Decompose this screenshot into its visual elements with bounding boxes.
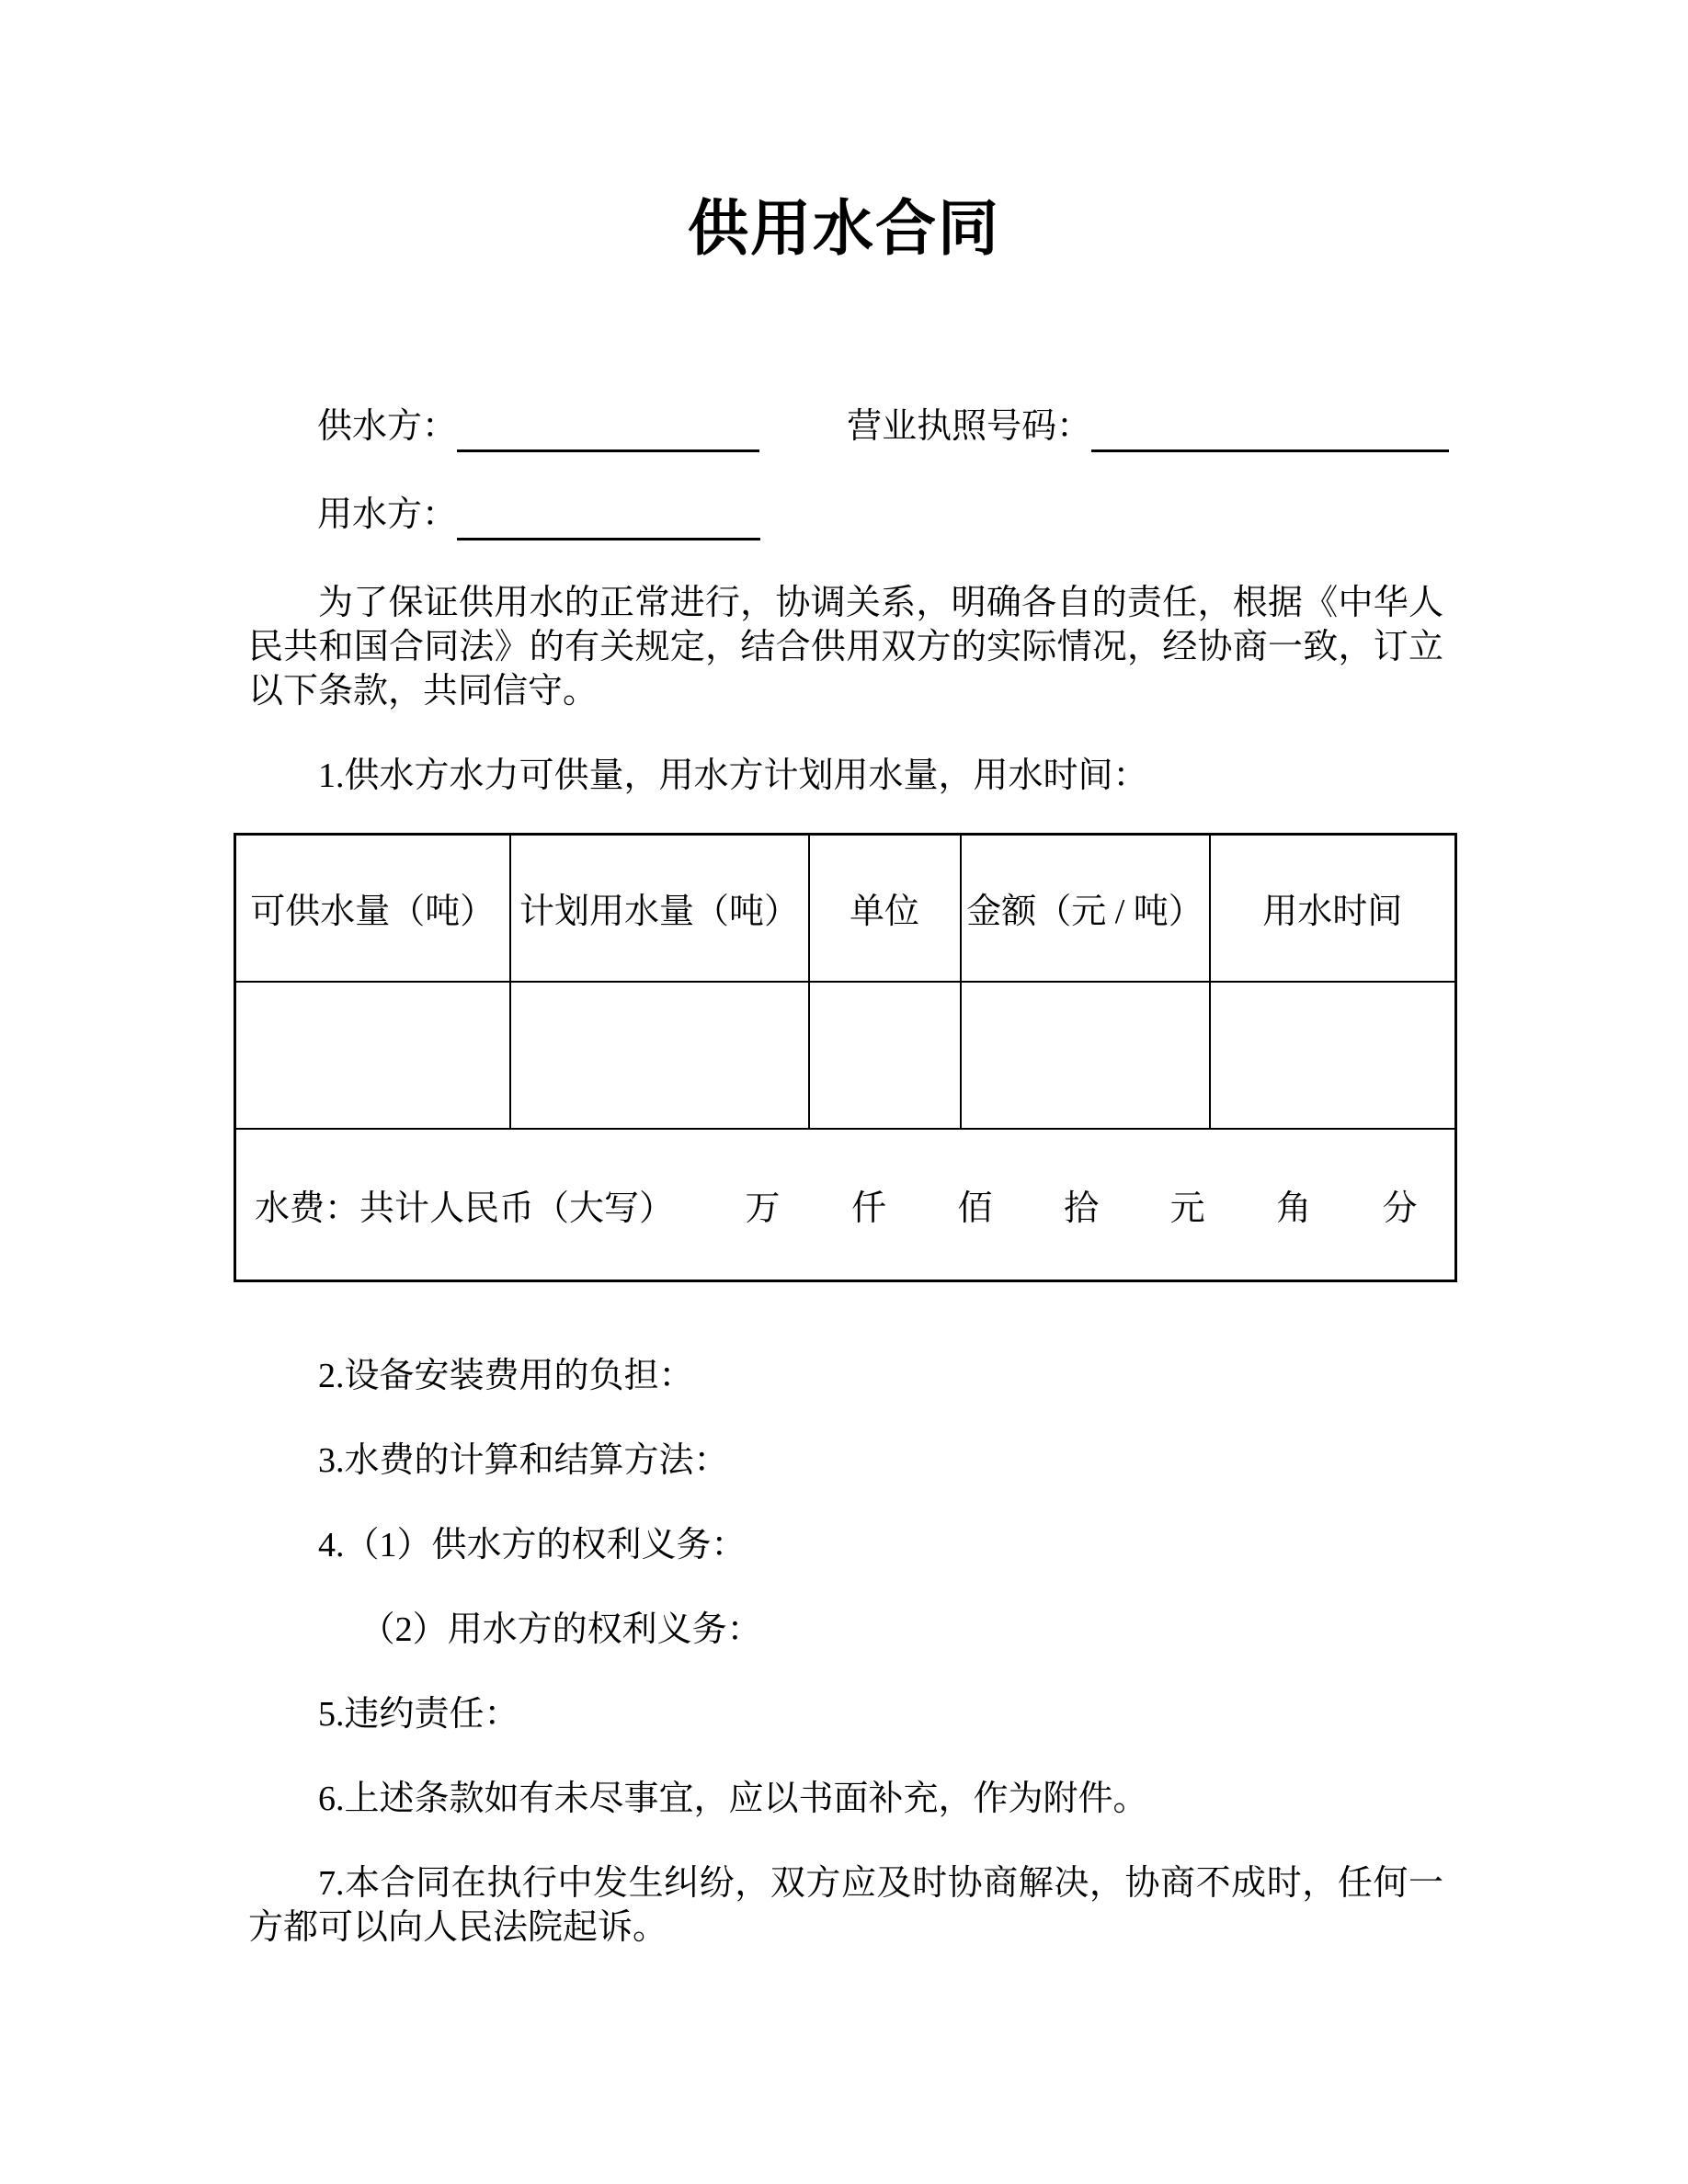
fee-unit-bai: 佰 bbox=[957, 1189, 993, 1228]
header-cell-usage-time: 用水时间 bbox=[1210, 835, 1456, 982]
clause-4-sub1: 4.（1）供水方的权利义务： bbox=[318, 1526, 747, 1564]
fee-cell bbox=[235, 1129, 1456, 1281]
supplier-field-blank[interactable] bbox=[457, 410, 759, 452]
license-field-label: 营业执照号码： bbox=[847, 407, 1092, 446]
header-cell-unit: 单位 bbox=[809, 835, 961, 982]
user-field-label: 用水方： bbox=[317, 495, 458, 534]
table-header-row bbox=[235, 835, 1456, 982]
fee-unit-fen: 分 bbox=[1382, 1189, 1418, 1228]
blank-cell-amount[interactable] bbox=[961, 982, 1210, 1129]
table-blank-row bbox=[235, 982, 1456, 1129]
supplier-license-row bbox=[317, 401, 1449, 452]
fee-unit-qian: 仟 bbox=[851, 1189, 887, 1228]
blank-cell-unit[interactable] bbox=[809, 982, 961, 1129]
fee-unit-yuan: 元 bbox=[1169, 1189, 1205, 1228]
header-cell-planned-usage: 计划用水量（吨） bbox=[510, 835, 809, 982]
header-cell-amount: 金额（元 / 吨） bbox=[961, 835, 1210, 982]
water-supply-table bbox=[234, 833, 1457, 1282]
page-title: 供用水合同 bbox=[688, 194, 1000, 262]
user-field-blank[interactable] bbox=[457, 498, 760, 540]
user-row bbox=[317, 489, 1449, 540]
clause-6: 6.上述条款如有未尽事宜，应以书面补充，作为附件。 bbox=[318, 1780, 1148, 1818]
blank-cell-available-supply[interactable] bbox=[235, 982, 510, 1129]
supplier-field-label: 供水方： bbox=[317, 407, 458, 446]
intro-paragraph: 为了保证供用水的正常进行，协调关系，明确各自的责任，根据《中华人民共和国合同法》的有关规定，结合供用双方的实际情况，经协商一致，订立以下条款，共同信守。 bbox=[248, 584, 1443, 711]
clause-3: 3.水费的计算和结算方法： bbox=[318, 1441, 729, 1480]
license-field-blank[interactable] bbox=[1091, 410, 1449, 452]
clause-1-heading: 1.供水方水力可供量，用水方计划用水量，用水时间： bbox=[318, 756, 1148, 795]
clause-4-sub2: （2）用水方的权利义务： bbox=[359, 1610, 762, 1649]
fee-unit-jiao: 角 bbox=[1276, 1189, 1312, 1228]
blank-cell-planned-usage[interactable] bbox=[510, 982, 809, 1129]
blank-cell-usage-time[interactable] bbox=[1210, 982, 1456, 1129]
header-cell-available-supply: 可供水量（吨） bbox=[235, 835, 510, 982]
clause-7: 7.本合同在执行中发生纠纷，双方应及时协商解决，协商不成时，任何一方都可以向人民法院起诉。 bbox=[248, 1864, 1443, 1947]
clause-2: 2.设备安装费用的负担： bbox=[318, 1357, 694, 1395]
fee-unit-shi: 拾 bbox=[1064, 1189, 1100, 1228]
fee-label: 水费：共计人民币（大写） bbox=[255, 1189, 675, 1228]
clause-5: 5.违约责任： bbox=[318, 1695, 519, 1734]
fee-row bbox=[235, 1129, 1456, 1281]
fee-unit-wan: 万 bbox=[745, 1189, 781, 1228]
